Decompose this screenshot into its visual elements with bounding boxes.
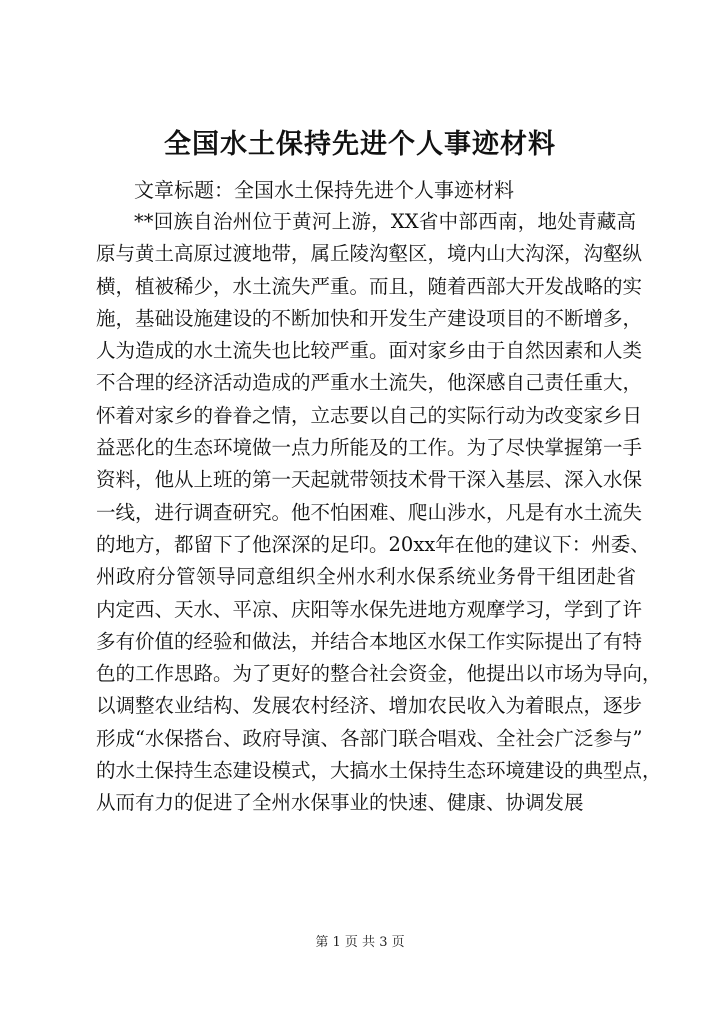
body-text (96, 206, 662, 820)
body-line: 多有价值的经验和做法，并结合本地区水保工作实际提出了有特 (96, 629, 643, 653)
body-line: 的地方，都留下了他深深的足印。20xx年在他的建议下：州委、 (96, 532, 650, 556)
body-line: 资料，他从上班的第一天起就带领技术骨干深入基层、深入水保 (96, 468, 643, 492)
body-line: 的水土保持生态建设模式，大搞水土保持生态环境建设的典型点， (96, 759, 662, 783)
page-number-footer: 第 1 页 共 3 页 (315, 935, 405, 950)
body-line: 横，植被稀少，水土流失严重。而且，随着西部大开发战略的实 (96, 274, 643, 298)
body-line: 内定西、天水、平凉、庆阳等水保先进地方观摩学习，学到了许 (96, 597, 643, 621)
body-line: 州政府分管领导同意组织全州水利水保系统业务骨干组团赴省 (96, 565, 636, 589)
body-line: 怀着对家乡的眷眷之情，立志要以自己的实际行动为改变家乡日 (96, 403, 643, 427)
body-line: 从而有力的促进了全州水保事业的快速、健康、协调发展 (96, 791, 584, 815)
body-line: 一线，进行调查研究。他不怕困难、爬山涉水，凡是有水土流失 (96, 500, 643, 524)
body-line: 不合理的经济活动造成的严重水土流失，他深感自己责任重大， (96, 371, 643, 395)
body-line: 色的工作思路。为了更好的整合社会资金，他提出以市场为导向， (96, 662, 662, 686)
document-title: 全国水土保持先进个人事迹材料 (164, 129, 556, 160)
body-line: 人为造成的水土流失也比较严重。面对家乡由于自然因素和人类 (96, 339, 643, 363)
body-line: 益恶化的生态环境做一点力所能及的工作。为了尽快掌握第一手 (96, 436, 643, 460)
body-line: 施，基础设施建设的不断加快和开发生产建设项目的不断增多， (96, 306, 643, 330)
body-line: 以调整农业结构、发展农村经济、增加农民收入为着眼点，逐步 (96, 694, 643, 718)
body-line: **回族自治州位于黄河上游，XX省中部西南，地处青藏高 (134, 210, 636, 233)
body-line: 形成“水保搭台、政府导演、各部门联合唱戏、全社会广泛参与” (96, 726, 643, 750)
body-line: 原与黄土高原过渡地带，属丘陵沟壑区，境内山大沟深，沟壑纵 (96, 242, 643, 266)
article-subtitle: 文章标题：全国水土保持先进个人事迹材料 (134, 178, 514, 202)
